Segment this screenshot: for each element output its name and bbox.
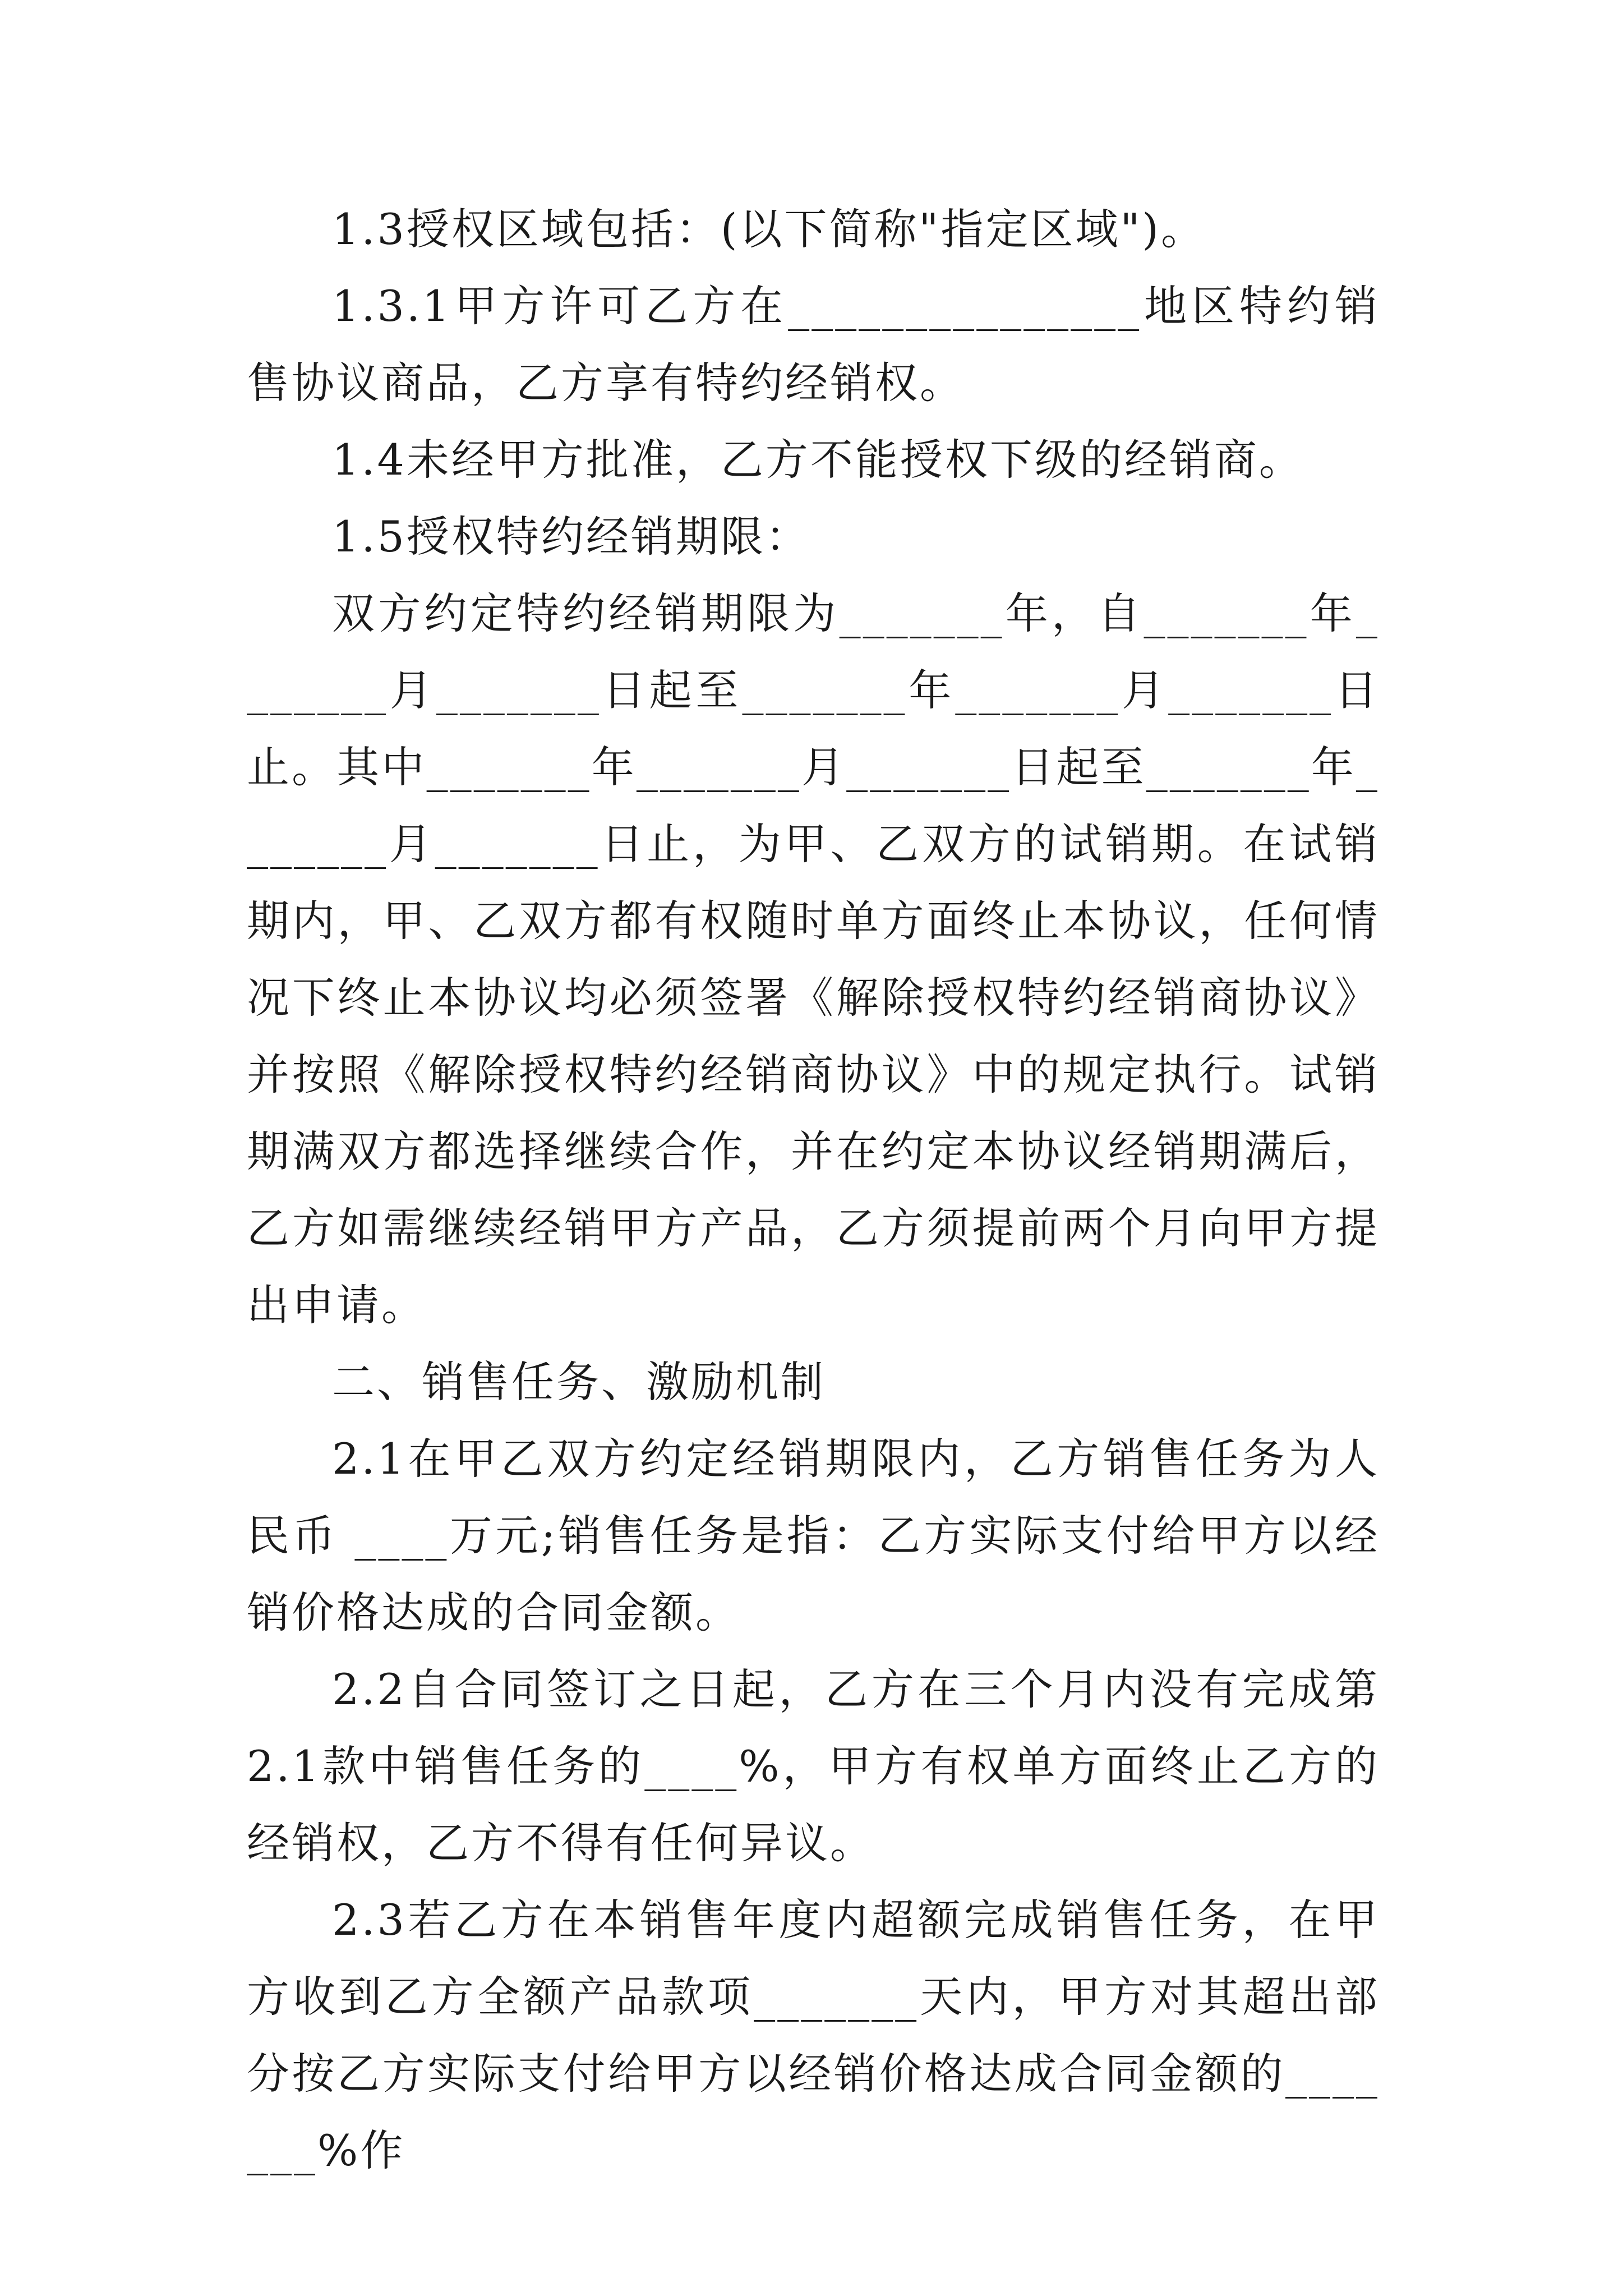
paragraph-term-details: 双方约定特约经销期限为_______年，自_______年_______月_______日起至_______年_______月_______日止。其中_______年_______月_______日起至_______年_______月_______日止，为甲、乙双方的试销期。在试销期内，甲、乙双方都有权随时单方面终止本协议，任何情况下终止本协议均必须签署《解除授权特约经销商协议》并按照《解除授权特约经销商协议》中的规定执行。试销期满双方都选择继续合作，并在约定本协议经销期满后，乙方如需继续经销甲方产品，乙方须提前两个月向甲方提出申请。 [247, 588, 1380, 1330]
paragraph-1-4: 1.4未经甲方批准，乙方不能授权下级的经销商。 [332, 435, 1304, 485]
paragraph-1-5: 1.5授权特约经销期限： [332, 512, 810, 562]
paragraph-2-3: 2.3若乙方在本销售年度内超额完成销售任务，在甲方收到乙方全额产品款项_______天内，甲方对其超出部分按乙方实际支付给甲方以经销价格达成合同金额的_______%作 [247, 1895, 1380, 2175]
paragraph-2-2: 2.2自合同签订之日起，乙方在三个月内没有完成第2.1款中销售任务的____%，甲方有权单方面终止乙方的经销权，乙方不得有任何异议。 [247, 1664, 1380, 1868]
paragraph-2-1: 2.1在甲乙双方约定经销期限内，乙方销售任务为人民币 ____万元;销售任务是指：乙方实际支付给甲方以经销价格达成的合同金额。 [247, 1434, 1380, 1637]
paragraph-1-3-1: 1.3.1甲方许可乙方在_______________地区特约销售协议商品，乙方享有特约经销权。 [247, 281, 1380, 408]
document-body [247, 191, 1380, 2189]
section-heading-2: 二、销售任务、激励机制 [332, 1357, 826, 1407]
paragraph-1-3: 1.3授权区域包括：(以下简称"指定区域")。 [332, 204, 1206, 254]
